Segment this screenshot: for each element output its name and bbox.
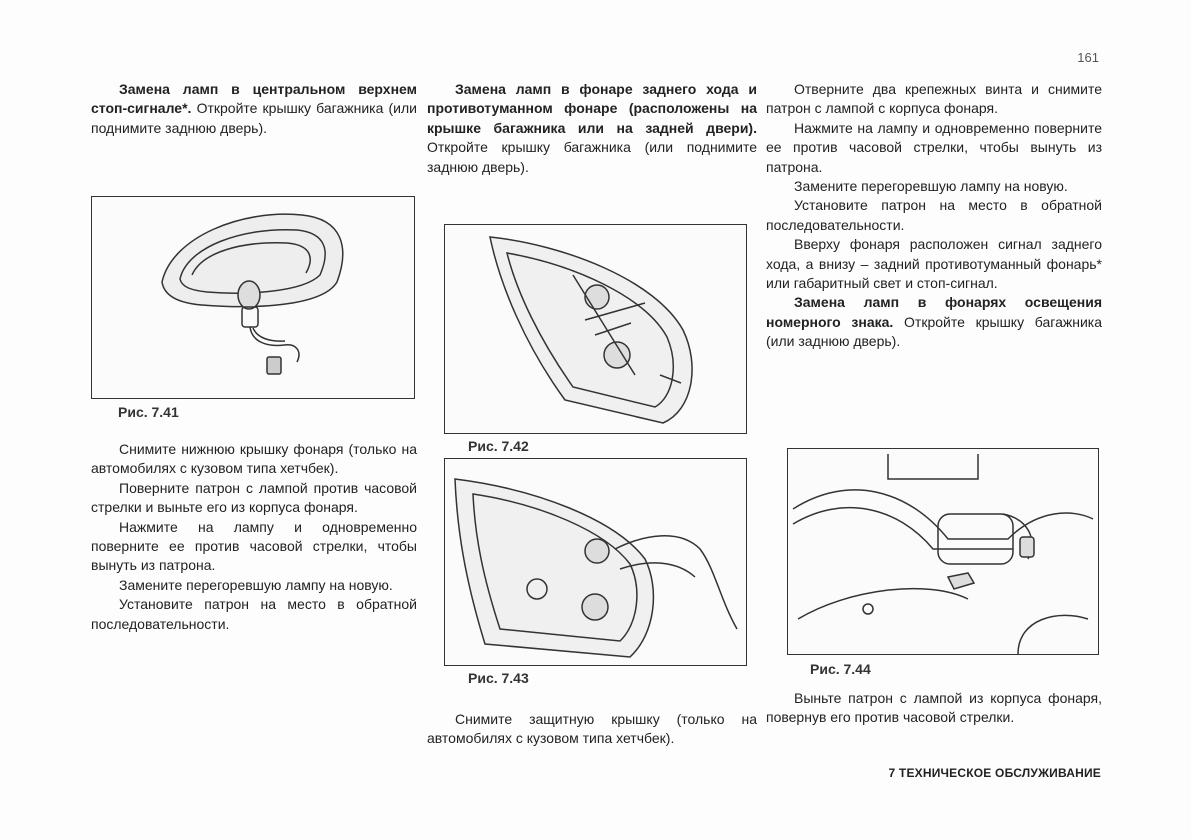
brake-light-illustration	[92, 197, 414, 398]
figure-7-44	[787, 448, 1099, 655]
column-1	[91, 80, 417, 138]
col3-heading: Замена ламп в фонарях освещения номерного знака.	[766, 294, 1102, 330]
col3-paragraph-5: Вверху фонаря расположен сигнал заднего хода, а внизу – задний противотуманный фонарь* или габаритный свет и стоп-сигнал.	[766, 236, 1102, 292]
col1-paragraph-1: Снимите нижнюю крышку фонаря (только на автомобилях с кузовом типа хетчбек).	[91, 441, 417, 477]
col2-paragraph-1: Снимите защитную крышку (только на автомобилях с кузовом типа хетчбек).	[427, 711, 757, 747]
column-2-body	[427, 710, 757, 749]
figure-7-44-caption: Рис. 7.44	[810, 661, 871, 677]
column-2	[427, 80, 757, 177]
reverse-lamp-illustration	[445, 225, 746, 433]
col2-heading: Замена ламп в фонаре заднего хода и противотуманном фонаре (расположены на крышке багажника или на задней двери).	[427, 81, 757, 136]
col3-heading-paragraph	[766, 293, 1102, 351]
col1-paragraph-2: Поверните патрон с лампой против часовой стрелки и выньте его из корпуса фонаря.	[91, 479, 417, 516]
col3-paragraph-2: Нажмите на лампу и одновременно поверните ее против часовой стрелки, чтобы вынуть из патрона.	[766, 119, 1102, 175]
col3-paragraph-1: Отверните два крепежных винта и снимите патрон с лампой с корпуса фонаря.	[766, 81, 1102, 117]
col3-paragraph-4: Установите патрон на место в обратной последовательности.	[766, 197, 1102, 233]
fog-lamp-illustration	[445, 459, 746, 665]
col1-paragraph-4: Замените перегоревшую лампу на новую.	[119, 576, 393, 593]
col2-intro-paragraph	[427, 80, 757, 177]
figure-7-43	[444, 458, 747, 666]
col1-paragraph-5: Установите патрон на место в обратной последовательности.	[91, 596, 417, 632]
col3-paragraph-6: Выньте патрон с лампой из корпуса фонаря, повернув его против часовой стрелки.	[766, 690, 1102, 726]
figure-7-42-caption: Рис. 7.42	[468, 438, 529, 454]
figure-7-43-caption: Рис. 7.43	[468, 670, 529, 686]
page-footer: 7 ТЕХНИЧЕСКОЕ ОБСЛУЖИВАНИЕ	[888, 766, 1101, 780]
license-plate-lamp-illustration	[788, 449, 1098, 654]
col1-intro: Откройте крышку багажника (или поднимите заднюю дверь).	[91, 100, 417, 136]
figure-7-42	[444, 224, 747, 434]
col3-intro: Откройте крышку багажника (или заднюю дверь).	[766, 313, 1102, 350]
col3-paragraph-3: Замените перегоревшую лампу на новую.	[794, 178, 1068, 195]
col2-intro: Откройте крышку багажника (или поднимите заднюю дверь).	[427, 139, 757, 175]
figure-7-41-caption: Рис. 7.41	[118, 404, 179, 420]
col1-intro-paragraph	[91, 80, 417, 138]
col1-heading: Замена ламп в центральном верхнем стоп-сигнале*.	[91, 81, 417, 117]
figure-7-41	[91, 196, 415, 399]
column-1-body	[91, 440, 417, 634]
col1-paragraph-3: Нажмите на лампу и одновременно поверните ее против часовой стрелки, чтобы вынуть из патрона.	[91, 518, 417, 574]
page-number: 161	[1077, 50, 1099, 65]
column-3-body	[766, 689, 1102, 728]
column-3	[766, 80, 1102, 352]
